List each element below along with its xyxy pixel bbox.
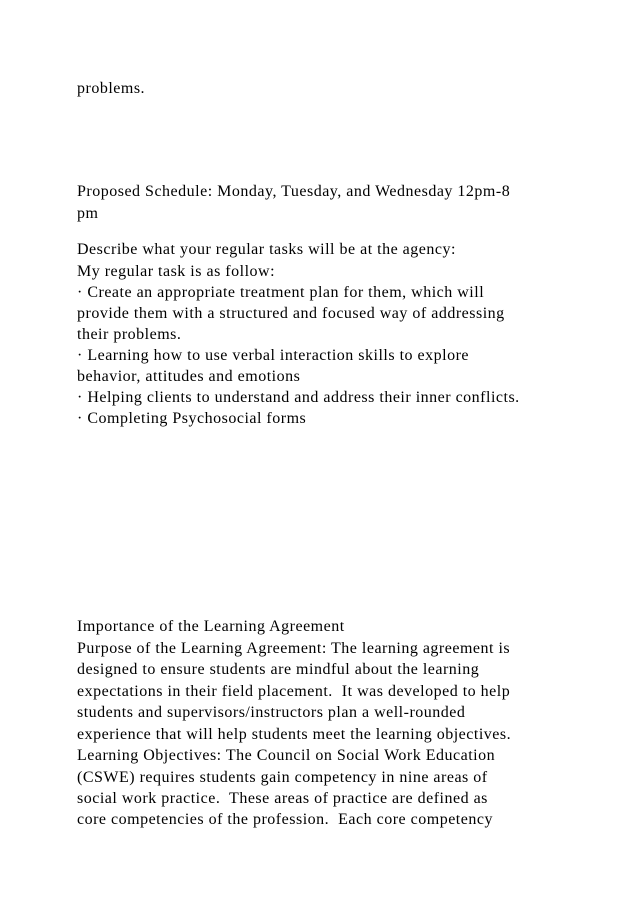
- importance-line-5: experience that will help students meet the learning objectives.: [77, 726, 512, 743]
- tasks-question: Describe what your regular tasks will be at the agency:: [77, 241, 456, 258]
- importance-line-2: designed to ensure students are mindful about the learning: [77, 661, 480, 678]
- task-item-1-line-2: provide them with a structured and focused way of addressing: [77, 305, 505, 322]
- task-item-4-line-1: · Completing Psychosocial forms: [77, 410, 307, 427]
- task-item-1-line-1: · Create an appropriate treatment plan for them, which will: [77, 284, 485, 301]
- schedule-line-2: pm: [77, 205, 99, 222]
- intro-fragment: problems.: [77, 80, 146, 97]
- importance-line-4: students and supervisors/instructors plan a well-rounded: [77, 704, 466, 721]
- task-item-2-line-1: · Learning how to use verbal interaction skills to explore: [77, 347, 470, 364]
- importance-heading: Importance of the Learning Agreement: [77, 618, 345, 635]
- importance-line-9: core competencies of the profession. Each core competency: [77, 811, 493, 828]
- task-item-2-line-2: behavior, attitudes and emotions: [77, 368, 301, 385]
- importance-line-7: (CSWE) requires students gain competency in nine areas of: [77, 769, 488, 786]
- schedule-line-1: Proposed Schedule: Monday, Tuesday, and Wednesday 12pm-8: [77, 183, 511, 200]
- importance-line-6: Learning Objectives: The Council on Social Work Education: [77, 747, 496, 764]
- importance-line-1: Purpose of the Learning Agreement: The learning agreement is: [77, 640, 511, 657]
- task-item-1-line-3: their problems.: [77, 326, 182, 343]
- importance-line-8: social work practice. These areas of practice are defined as: [77, 790, 488, 807]
- importance-line-3: expectations in their field placement. It was developed to help: [77, 683, 511, 700]
- tasks-lead: My regular task is as follow:: [77, 263, 276, 280]
- task-item-3-line-1: · Helping clients to understand and address their inner conflicts.: [77, 389, 520, 406]
